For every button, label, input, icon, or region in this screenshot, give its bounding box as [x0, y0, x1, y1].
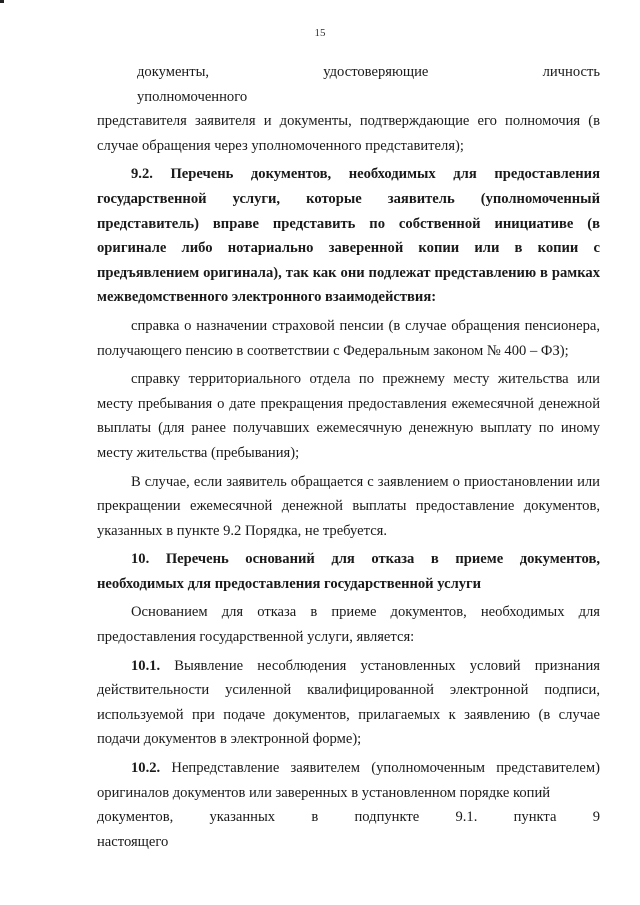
paragraph-10-1 — [97, 654, 600, 752]
paragraph-pension-certificate: справка о назначении страховой пенсии (в случае обращения пенсионера, получающего пенсию в соответствии с Федеральным законом № 400 – ФЗ); — [97, 317, 600, 359]
clause-text-10-2: Непредставление заявителем (уполномоченным представителем) оригиналов документов или заверенных в установленном порядке копий — [97, 760, 600, 801]
paragraph-documents-continued: представителя заявителя и документы, подтверждающие его полномочия (в случае обращения через уполномоченного представителя); — [97, 113, 600, 154]
clause-number-10-2: 10.2. — [131, 760, 161, 777]
page-number: 15 — [314, 27, 326, 39]
paragraph-refusal-grounds: Основанием для отказа в приеме документов, необходимых для предоставления государственной услуги, является: — [97, 604, 600, 646]
paragraph-territorial-certificate: справку территориального отдела по прежнему месту жительства или месту пребывания о дате прекращения предоставления ежемесячной денежной выплаты (для ранее получавших ежемесячную денежную выплату по иному месту жительства (пребывания); — [97, 371, 600, 461]
paragraph-9-2-heading: 9.2. Перечень документов, необходимых для предоставления государственной услуги, которые заявитель (уполномоченный представитель) вправе представить по собственной инициативе (в оригинале либо нотариально заверенной копии или в копии с предъявлением оригинала), так как они подлежат представлению в рамках межведомственного электронного взаимодействия: — [97, 166, 600, 306]
clause-number-10-1: 10.1. — [131, 657, 161, 674]
paragraph-documents-line: документы, удостоверяющие личность уполномоченного — [137, 64, 600, 105]
paragraph-suspension-case: В случае, если заявитель обращается с заявлением о приостановлении или прекращении ежемесячной денежной выплаты предоставление документов, указанных в пункте 9.2 Порядка, не требуется. — [97, 473, 600, 539]
paragraph-10-2 — [97, 756, 600, 805]
clause-text-10-1: Выявление несоблюдения установленных условий признания действительности усиленной квалифицированной электронной подписи, используемой при подаче документов, прилагаемых к заявлению (в случае подачи документов в электронной форме); — [97, 657, 600, 748]
document-body — [97, 60, 600, 854]
section-10-heading: 10. Перечень оснований для отказа в приеме документов, необходимых для предоставления государственной услуги — [97, 551, 600, 592]
scan-corner-mark — [0, 0, 4, 3]
paragraph-10-2-continued: документов, указанных в подпункте 9.1. пункта 9 настоящего — [97, 809, 600, 850]
